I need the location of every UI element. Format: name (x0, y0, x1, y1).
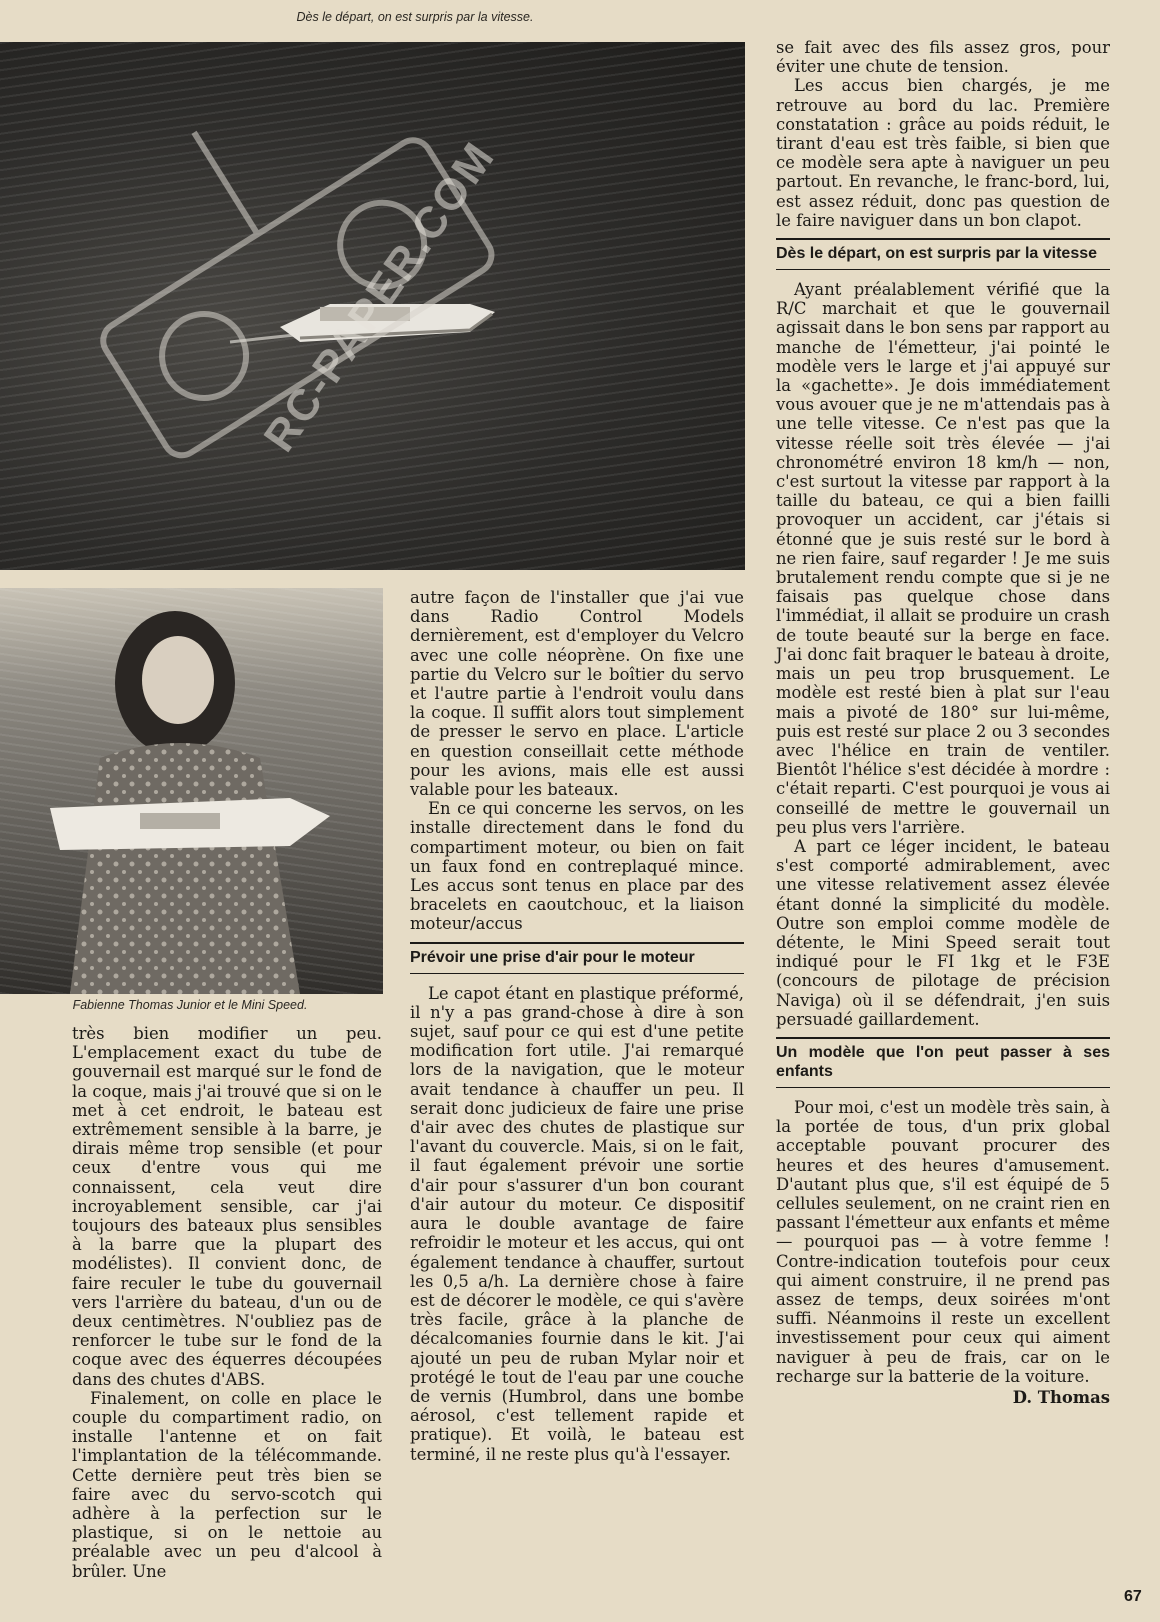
column-left (72, 1024, 382, 1581)
paragraph: En ce qui concerne les servos, on les installe directement dans le fond du compartiment moteur, ou bien on fait un faux fond en contreplaqué mince. Les accus sont tenus en place par des bracelets en caoutchouc, et la liaison moteur/accus (410, 799, 744, 934)
photo-caption-bottom: Fabienne Thomas Junior et le Mini Speed. (72, 998, 308, 1012)
paragraph: A part ce léger incident, le bateau s'est comporté admirablement, avec une vitesse relativement assez élevée étant donné la simplicité du modèle. Outre son emploi comme modèle de détente, le Mini Speed serait tout indiqué pour le FI 1kg et le F3E (concours de pilotage de précision Naviga) où il se défendrait, j'en suis persuadé gaillardement. (776, 836, 1110, 1029)
paragraph: autre façon de l'installer que j'ai vue dans Radio Control Models dernièrement, est d'employer du Velcro avec une colle néoprène. On fixe une partie du Velcro sur le boîtier du servo et l'autre partie à l'endroit voulu dans la coque. Il suffit alors tout simplement de presser le servo en place. L'article en question conseillait cette méthode pour les avions, mais elle est aussi valable pour les bateaux. (410, 588, 744, 800)
paragraph: Le capot étant en plastique préformé, il n'y a pas grand-chose à dire à son sujet, sauf pour ce qui est d'une petite modification fort utile. J'ai remarqué lors de la navigation, que le moteur avait tendance à chauffer un peu. Il serait donc judicieux de faire une prise d'air avec des chutes de plastique sur l'avant du couvercle. Mais, si on le fait, il faut également prévoir une sortie d'air pour s'assurer d'un bon courant d'air autour du moteur. Ce dispositif aura le double avantage de faire refroidir le moteur et les accus, qui ont également tendance à chauffer, surtout les 0,5 a/h. La dernière chose à faire est de décorer le modèle, ce qui s'avère très facile, grâce à la planche de décalcomanies fournie dans le kit. J'ai ajouté un peu de ruban Mylar noir et protégé le tout de l'eau par une couche de vernis (Humbrol, dans une bombe aérosol, c'est tellement rapide et pratique). Et voilà, le bateau est terminé, il ne reste plus qu'à l'essayer. (410, 983, 744, 1464)
girl-with-boat-photo (0, 588, 383, 994)
paragraph: Ayant préalablement vérifié que la R/C marchait et que le gouvernail agissait dans le bon sens par rapport au manche de l'émetteur, j'ai pointé le modèle vers le large et j'ai appuyé sur la «gachette». Je dois immédiatement vous avouer que je ne m'attendais pas à une telle vitesse. Ce n'est pas que la vitesse réelle soit très élevée — j'ai chronométré environ 18 km/h — non, c'est surtout la vitesse par rapport à la taille du bateau, ce qui a bien failli provoquer un accident, car j'étais si étonné que je suis resté sur le bord à ne rien faire, sauf regarder ! Je me suis brutalement rendu compte que si je ne faisais pas quelque chose dans l'immédiat, il allait se produire un crash de toute beauté sur la berge en face. J'ai donc fait braquer le bateau à droite, mais un peu trop brusquement. Le modèle est resté bien à plat sur l'eau mais a pivoté de 180° sur lui-même, puis est resté sur place 2 ou 3 secondes avec l'hélice en train de ventiler. Bientôt l'hélice s'est décidée à mordre : c'était reparti. C'est pourquoi je vous ai conseillé de mettre le gouvernail un peu plus vers l'arrière. (776, 280, 1110, 837)
girl-holding-boat-illustration (0, 588, 383, 994)
photo-caption-top: Dès le départ, on est surpris par la vitesse. (296, 10, 534, 24)
section-heading-air-intake: Prévoir une prise d'air pour le moteur (410, 942, 744, 974)
paragraph: se fait avec des fils assez gros, pour éviter une chute de tension. (776, 38, 1110, 77)
paragraph: Les accus bien chargés, je me retrouve au bord du lac. Première constatation : grâce au poids réduit, le tirant d'eau est très faible, si bien que ce modèle sera apte à naviguer un peu partout. En revanche, le franc-bord, lui, est assez réduit, donc pas question de le faire naviguer dans un bon clapot. (776, 76, 1110, 230)
column-right (776, 38, 1110, 1407)
section-heading-children: Un modèle que l'on peut passer à ses enfants (776, 1037, 1110, 1088)
page-number: 67 (1124, 1588, 1142, 1605)
author-signature: D. Thomas (1012, 1388, 1110, 1407)
boat-photo (0, 42, 745, 570)
paragraph: Pour moi, c'est un modèle très sain, à la portée de tous, d'un prix global acceptable pouvant procurer des heures et des heures d'amusement. D'autant plus que, s'il est équipé de 5 cellules seulement, on ne craint rien en passant l'émetteur aux enfants et même — pourquoi pas — à votre femme ! Contre-indication toutefois pour ceux qui aiment construire, il ne prend pas assez de temps, deux soirées m'ont suffi. Néanmoins il reste un excellent investissement pour ceux qui aiment naviguer à peu de frais, car on le recharge sur la batterie de la voiture. (776, 1097, 1110, 1386)
watermark-text: RC-PAPER.COM (254, 132, 505, 461)
paragraph: Finalement, on colle en place le couple du compartiment radio, on installe l'antenne et on fait l'implantation de la télécommande. Cette dernière peut très bien se faire avec du servo-scotch qui adhère à la perfection sur le plastique, si on le nettoie au préalable avec un peu d'alcool à brûler. Une (72, 1388, 382, 1581)
section-heading-speed: Dès le départ, on est surpris par la vitesse (776, 238, 1110, 270)
column-middle (410, 588, 744, 1464)
paragraph: très bien modifier un peu. L'emplacement exact du tube de gouvernail est marqué sur le fond de la coque, mais j'ai trouvé que si on le met à cet endroit, le bateau est extrêmement sensible à la barre, je dirais même trop sensible (et pour ceux d'entre vous qui me connaissent, cela veut dire incroyablement sensible, car j'ai toujours des bateaux plus sensibles à la barre que la plupart des modélistes). Il convient donc, de faire reculer le tube du gouvernail vers l'arrière du bateau, d'un ou de deux centimètres. N'oubliez pas de renforcer le tube sur le fond de la coque avec des équerres découpées dans des chutes d'ABS. (72, 1024, 382, 1389)
